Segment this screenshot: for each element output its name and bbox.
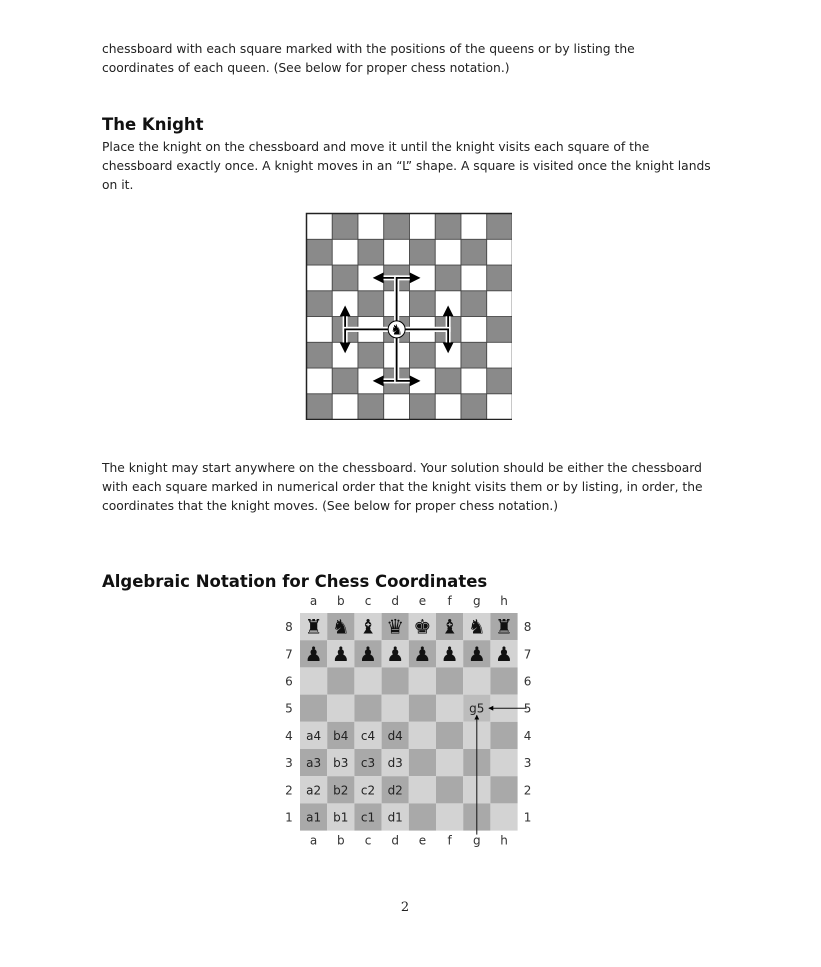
board-square <box>461 368 487 394</box>
black-piece-icon: ♞ <box>331 614 350 639</box>
rank-label-right: 8 <box>523 620 532 635</box>
board-square <box>461 239 487 265</box>
board-square <box>409 776 436 803</box>
board-square <box>461 342 487 368</box>
file-label-bottom: b <box>336 833 345 848</box>
square-coordinate-label: d1 <box>387 810 403 825</box>
page-number: 2 <box>400 900 410 915</box>
rank-label-left: 6 <box>285 674 293 689</box>
board-square <box>410 342 436 368</box>
black-piece-icon: ♞ <box>467 614 486 639</box>
black-pawn-icon: ♟ <box>304 641 323 666</box>
file-label-top: c <box>364 594 372 608</box>
algebraic-notation-diagram <box>278 592 540 854</box>
paragraph-line: coordinates of each queen. (See below for proper chess notation.) <box>102 61 510 75</box>
board-square <box>332 394 358 420</box>
board-square <box>487 239 512 265</box>
rank-label-right: 2 <box>523 783 532 798</box>
board-square <box>461 394 487 420</box>
square-coordinate-label: b2 <box>333 783 349 798</box>
paragraph-line: with each square marked in numerical order that the knight visits them or by listing, in order, the <box>102 480 703 494</box>
square-coordinate-label: a2 <box>306 783 322 798</box>
board-square <box>332 368 358 394</box>
board-square <box>463 667 490 694</box>
file-label-top: h <box>500 594 508 608</box>
start-paragraph <box>102 459 722 516</box>
board-square <box>435 368 461 394</box>
paragraph-line: chessboard with each square marked with the positions of the queens or by listing the <box>102 42 635 56</box>
board-square <box>410 239 436 265</box>
square-coordinate-label: d2 <box>387 783 403 798</box>
file-label-bottom: d <box>391 833 400 848</box>
file-label-top: f <box>447 594 452 608</box>
board-square <box>410 394 436 420</box>
black-pawn-icon: ♟ <box>440 641 459 666</box>
square-coordinate-label: a3 <box>306 756 322 771</box>
board-square <box>300 667 327 694</box>
black-piece-icon: ♜ <box>495 614 513 639</box>
file-label-top: e <box>418 594 427 608</box>
board-square <box>332 214 358 240</box>
paragraph-line: Place the knight on the chessboard and move it until the knight visits each square of the <box>102 140 650 154</box>
rank-label-left: 2 <box>285 783 293 798</box>
board-square <box>409 803 436 830</box>
rank-label-left: 5 <box>285 701 293 716</box>
board-square <box>435 265 461 291</box>
board-square <box>461 265 487 291</box>
paragraph-line: The knight may start anywhere on the chessboard. Your solution should be either the chessboard <box>102 461 702 475</box>
board-square <box>490 776 517 803</box>
file-label-top: d <box>391 594 400 608</box>
rank-label-left: 4 <box>285 728 293 743</box>
highlight-square-label: g5 <box>469 701 485 716</box>
black-piece-icon: ♛ <box>386 614 405 639</box>
board-square <box>487 291 512 317</box>
square-coordinate-label: c3 <box>360 756 376 771</box>
board-square <box>307 317 333 343</box>
paragraph-line: chessboard exactly once. A knight moves in an “L” shape. A square is visited once the knight lands <box>102 159 711 173</box>
rank-label-left: 1 <box>285 810 293 825</box>
board-square <box>358 394 384 420</box>
board-square <box>384 394 410 420</box>
board-square <box>358 291 384 317</box>
knight-heading: The Knight <box>102 115 204 134</box>
rank-label-right: 4 <box>523 728 532 743</box>
board-square <box>409 749 436 776</box>
rank-label-left: 8 <box>285 620 293 635</box>
file-label-bottom: e <box>418 833 427 848</box>
board-square <box>410 214 436 240</box>
board-square <box>307 214 333 240</box>
board-square <box>332 239 358 265</box>
black-pawn-icon: ♟ <box>331 641 350 666</box>
board-square <box>307 291 333 317</box>
board-square <box>436 667 463 694</box>
file-label-bottom: g <box>472 833 481 848</box>
board-square <box>487 265 512 291</box>
board-square <box>436 722 463 749</box>
board-square <box>307 394 333 420</box>
board-square <box>435 239 461 265</box>
board-square <box>358 342 384 368</box>
board-square <box>490 722 517 749</box>
board-square <box>487 317 512 343</box>
square-coordinate-label: a4 <box>306 728 322 743</box>
board-square <box>435 394 461 420</box>
board-square <box>332 265 358 291</box>
board-square <box>300 695 327 722</box>
rank-label-right: 6 <box>523 674 532 689</box>
black-piece-icon: ♚ <box>413 614 432 639</box>
square-coordinate-label: c2 <box>360 783 376 798</box>
rank-label-right: 7 <box>523 647 532 662</box>
black-piece-icon: ♝ <box>359 614 377 639</box>
file-label-top: g <box>472 594 481 608</box>
board-square <box>461 214 487 240</box>
square-coordinate-label: b3 <box>333 756 349 771</box>
knight-icon: ♞ <box>390 322 403 339</box>
rank-label-left: 7 <box>285 647 293 662</box>
board-square <box>490 667 517 694</box>
board-square <box>436 749 463 776</box>
board-square <box>461 291 487 317</box>
board-square <box>384 239 410 265</box>
black-pawn-icon: ♟ <box>413 641 432 666</box>
board-square <box>436 695 463 722</box>
file-label-bottom: c <box>364 833 372 848</box>
board-square <box>487 214 512 240</box>
file-label-top: a <box>309 594 318 608</box>
file-label-top: b <box>336 594 345 608</box>
paragraph-line: on it. <box>102 178 134 192</box>
board-square <box>307 239 333 265</box>
board-square <box>487 368 512 394</box>
board-square <box>307 368 333 394</box>
board-square <box>436 776 463 803</box>
square-coordinate-label: d3 <box>387 756 403 771</box>
board-square <box>354 695 381 722</box>
board-square <box>490 749 517 776</box>
file-label-bottom: f <box>447 833 452 848</box>
rank-label-right: 1 <box>523 810 532 825</box>
queens-paragraph <box>102 40 722 78</box>
paragraph-line: coordinates that the knight moves. (See below for proper chess notation.) <box>102 499 559 513</box>
file-label-bottom: h <box>500 833 508 848</box>
rank-label-left: 3 <box>285 756 293 771</box>
board-square <box>487 394 512 420</box>
rank-label-right: 5 <box>523 701 532 716</box>
board-square <box>358 239 384 265</box>
black-pawn-icon: ♟ <box>386 641 405 666</box>
square-coordinate-label: a1 <box>306 810 322 825</box>
black-piece-icon: ♜ <box>304 614 323 639</box>
square-coordinate-label: c1 <box>360 810 376 825</box>
knight-paragraph <box>102 138 722 195</box>
board-square <box>382 695 409 722</box>
square-coordinate-label: b4 <box>333 728 349 743</box>
board-square <box>461 317 487 343</box>
board-square <box>487 342 512 368</box>
knight-move-diagram <box>305 212 512 420</box>
board-square <box>354 667 381 694</box>
black-pawn-icon: ♟ <box>467 641 486 666</box>
square-coordinate-label: b1 <box>333 810 349 825</box>
board-square <box>327 695 354 722</box>
board-square <box>409 667 436 694</box>
board-square <box>307 265 333 291</box>
board-square <box>358 214 384 240</box>
board-square <box>409 722 436 749</box>
black-pawn-icon: ♟ <box>359 641 377 666</box>
board-square <box>327 667 354 694</box>
black-piece-icon: ♝ <box>440 614 459 639</box>
square-coordinate-label: d4 <box>387 728 403 743</box>
board-square <box>409 695 436 722</box>
board-square <box>307 342 333 368</box>
notation-heading: Algebraic Notation for Chess Coordinates <box>102 572 488 591</box>
board-square <box>382 667 409 694</box>
rank-label-right: 3 <box>523 756 532 771</box>
board-square <box>436 803 463 830</box>
square-coordinate-label: c4 <box>360 728 376 743</box>
board-square <box>410 291 436 317</box>
board-square <box>435 214 461 240</box>
board-square <box>490 803 517 830</box>
board-square <box>384 214 410 240</box>
black-pawn-icon: ♟ <box>495 641 513 666</box>
file-label-bottom: a <box>309 833 318 848</box>
